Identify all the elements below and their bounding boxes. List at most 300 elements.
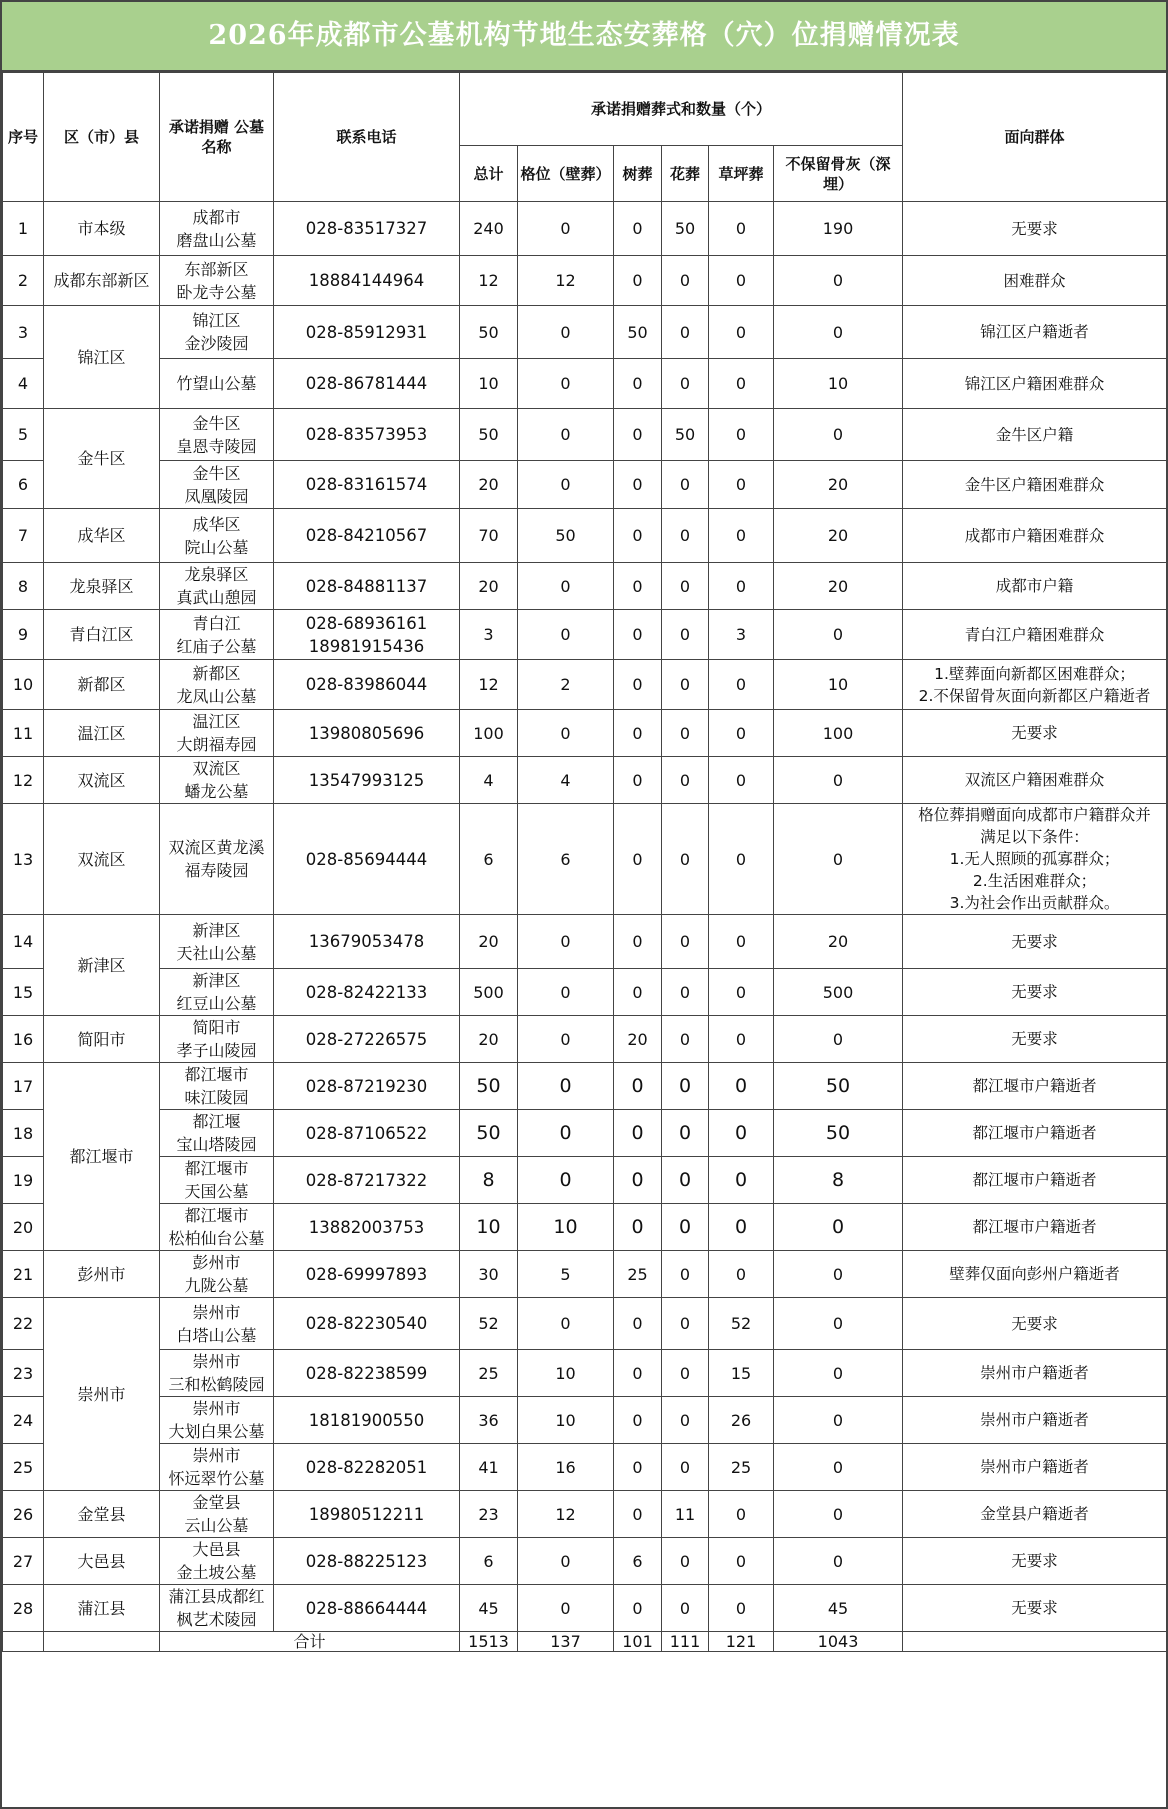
target-group-line: 金牛区户籍 [995,425,1074,444]
table-row [3,1538,1167,1585]
row-index: 16 [3,1016,44,1063]
cemetery-name-line: 新都区 [192,663,241,683]
district-cell: 锦江区 [44,306,160,409]
table-row [3,409,1167,461]
cemetery-name-cell [160,915,274,969]
count-wall: 0 [518,1016,614,1063]
count-wall: 12 [518,1491,614,1538]
count-total: 6 [460,804,518,915]
cemetery-name-cell [160,1204,274,1251]
phone-cell [274,256,460,306]
header-wall: 格位（壁葬） [518,146,614,202]
count-no-ash: 0 [774,306,903,359]
district-cell: 温江区 [44,710,160,757]
phone-line: 13547993125 [308,770,425,790]
count-flower: 0 [662,660,709,710]
target-group-line: 壁葬仅面向彭州户籍逝者 [949,1265,1120,1283]
cemetery-name-line: 云山公墓 [184,1516,249,1535]
count-tree: 0 [614,563,662,610]
count-flower: 0 [662,1016,709,1063]
table-row [3,202,1167,256]
target-group-line: 锦江区户籍逝者 [980,323,1089,341]
phone-line: 18980512211 [308,1504,425,1524]
table-row [3,1110,1167,1157]
count-wall: 10 [518,1204,614,1251]
count-lawn: 0 [709,509,774,563]
target-group-line: 无要求 [1011,1030,1058,1048]
count-flower: 0 [662,1063,709,1110]
count-lawn: 0 [709,563,774,610]
target-group-cell [903,1397,1167,1444]
phone-line: 028-83573953 [305,425,428,444]
count-total: 3 [460,610,518,660]
count-flower: 0 [662,1585,709,1632]
count-lawn: 0 [709,915,774,969]
target-group-line: 2.生活困难群众； [972,872,1097,890]
phone-line: 13882003753 [308,1217,425,1237]
table-row [3,610,1167,660]
count-no-ash: 10 [774,359,903,409]
target-group-cell [903,1110,1167,1157]
count-flower: 0 [662,1251,709,1298]
count-wall: 5 [518,1251,614,1298]
count-flower: 50 [662,409,709,461]
count-flower: 0 [662,306,709,359]
phone-cell [274,804,460,915]
row-index: 2 [3,256,44,306]
target-group-cell [903,1444,1167,1491]
target-group-line: 金牛区户籍困难群众 [964,475,1105,494]
count-total: 50 [460,1063,518,1110]
cemetery-name-cell [160,509,274,563]
cemetery-name-line: 三和松鹤陵园 [168,1375,265,1394]
target-group-cell [903,1298,1167,1350]
count-flower: 0 [662,1157,709,1204]
count-total: 8 [460,1157,518,1204]
totals-index [3,1632,44,1652]
table-row [3,509,1167,563]
phone-cell [274,306,460,359]
count-wall: 0 [518,563,614,610]
target-group-line: 青白江户籍困难群众 [964,625,1105,644]
target-group-cell [903,1491,1167,1538]
cemetery-name-line: 竹望山公墓 [176,374,257,393]
header-burial-group: 承诺捐赠葬式和数量（个） [460,73,903,146]
phone-cell [274,1491,460,1538]
row-index: 14 [3,915,44,969]
count-total: 12 [460,660,518,710]
phone-line: 028-84881137 [305,576,428,596]
count-tree: 0 [614,710,662,757]
count-no-ash: 0 [774,1538,903,1585]
cemetery-name-line: 孝子山陵园 [176,1041,257,1060]
count-lawn: 0 [709,359,774,409]
count-lawn: 0 [709,804,774,915]
phone-cell [274,610,460,660]
target-group-line: 无要求 [1011,1552,1058,1570]
phone-cell [274,1538,460,1585]
cemetery-name-line: 金堂县 [192,1493,241,1512]
target-group-cell [903,1063,1167,1110]
count-wall: 0 [518,710,614,757]
phone-line: 028-88225123 [305,1551,428,1571]
count-no-ash: 0 [774,1491,903,1538]
cemetery-name-line: 都江堰市 [184,1159,249,1178]
count-lawn: 0 [709,1585,774,1632]
cemetery-name-line: 松柏仙台公墓 [168,1229,265,1248]
target-group-cell [903,610,1167,660]
count-tree: 0 [614,202,662,256]
cemetery-name-line: 天国公墓 [184,1182,249,1201]
count-tree: 0 [614,1585,662,1632]
district-cell: 蒲江县 [44,1585,160,1632]
header-index: 序号 [3,73,44,202]
cemetery-name-line: 福寿陵园 [184,861,249,880]
target-group-line: 成都市户籍困难群众 [964,526,1105,545]
phone-cell [274,1063,460,1110]
count-tree: 50 [614,306,662,359]
count-tree: 0 [614,509,662,563]
cemetery-name-line: 蟠龙公墓 [184,782,249,801]
district-cell: 成华区 [44,509,160,563]
phone-cell [274,509,460,563]
row-index: 10 [3,660,44,710]
cemetery-name-line: 怀远翠竹公墓 [168,1469,265,1488]
phone-line: 028-84210567 [305,526,428,545]
count-flower: 0 [662,1397,709,1444]
cemetery-name-line: 卧龙寺公墓 [176,282,257,302]
table-row [3,1251,1167,1298]
count-flower: 0 [662,969,709,1016]
count-wall: 16 [518,1444,614,1491]
phone-cell [274,1157,460,1204]
header-no-ash: 不保留骨灰（深埋） [774,146,903,202]
phone-line: 028-27226575 [305,1029,428,1049]
target-group-line: 无要求 [1011,1599,1058,1617]
district-cell: 龙泉驿区 [44,563,160,610]
target-group-line: 满足以下条件： [980,828,1089,846]
target-group-cell [903,1251,1167,1298]
target-group-cell [903,1538,1167,1585]
table-row [3,969,1167,1016]
count-lawn: 0 [709,202,774,256]
count-flower: 0 [662,1350,709,1397]
count-lawn: 15 [709,1350,774,1397]
count-no-ash: 0 [774,1016,903,1063]
cemetery-name-line: 金土坡公墓 [176,1563,257,1582]
count-total: 45 [460,1585,518,1632]
target-group-line: 1.壁葬面向新都区困难群众； [934,664,1135,683]
phone-cell [274,1585,460,1632]
totals-row [3,1632,1167,1652]
count-total: 12 [460,256,518,306]
cemetery-name-line: 九陇公墓 [184,1276,249,1295]
cemetery-name-line: 红庙子公墓 [176,636,257,656]
count-total: 10 [460,1204,518,1251]
phone-cell [274,1204,460,1251]
cemetery-name-cell [160,1157,274,1204]
count-lawn: 0 [709,1016,774,1063]
count-no-ash: 0 [774,1397,903,1444]
phone-line: 028-83986044 [305,675,428,694]
table-row [3,1157,1167,1204]
row-index: 4 [3,359,44,409]
count-wall: 0 [518,306,614,359]
row-index: 8 [3,563,44,610]
table-row [3,359,1167,409]
count-total: 30 [460,1251,518,1298]
count-wall: 0 [518,202,614,256]
count-tree: 0 [614,1157,662,1204]
row-index: 28 [3,1585,44,1632]
target-group-cell [903,1016,1167,1063]
cemetery-name-line: 凤凰陵园 [184,486,249,506]
count-total: 50 [460,409,518,461]
table-row [3,256,1167,306]
row-index: 6 [3,461,44,509]
header-cemetery: 承诺捐赠 公墓名称 [160,73,274,202]
count-wall: 0 [518,409,614,461]
count-no-ash: 50 [774,1063,903,1110]
phone-cell [274,915,460,969]
row-index: 9 [3,610,44,660]
phone-line: 028-69997893 [305,1264,428,1284]
cemetery-name-cell [160,1016,274,1063]
target-group-line: 无要求 [1011,1314,1058,1333]
count-flower: 0 [662,1298,709,1350]
phone-line: 18181900550 [308,1410,425,1430]
count-tree: 0 [614,915,662,969]
count-total: 20 [460,563,518,610]
target-group-cell [903,804,1167,915]
target-group-line: 崇州市户籍逝者 [980,1411,1089,1429]
totals-total: 1513 [460,1632,518,1652]
target-group-cell [903,757,1167,804]
count-no-ash: 0 [774,1298,903,1350]
count-no-ash: 20 [774,563,903,610]
cemetery-name-cell [160,306,274,359]
count-no-ash: 45 [774,1585,903,1632]
totals-district [44,1632,160,1652]
phone-cell [274,1350,460,1397]
row-index: 11 [3,710,44,757]
phone-line: 028-85912931 [305,322,428,342]
header-district: 区（市）县 [44,73,160,202]
row-index: 1 [3,202,44,256]
target-group-line: 都江堰市户籍逝者 [972,1171,1097,1189]
count-total: 100 [460,710,518,757]
cemetery-name-line: 龙泉驿区 [184,565,249,584]
phone-line: 028-82282051 [305,1457,428,1477]
cemetery-name-cell [160,1538,274,1585]
cemetery-name-line: 成华区 [192,514,241,534]
district-cell: 金堂县 [44,1491,160,1538]
count-wall: 0 [518,1585,614,1632]
target-group-line: 双流区户籍困难群众 [964,771,1105,789]
phone-line: 028-83517327 [305,219,428,238]
table-row [3,461,1167,509]
target-group-line: 格位葬捐赠面向成都市户籍群众并 [918,806,1151,824]
district-cell: 彭州市 [44,1251,160,1298]
cemetery-name-line: 东部新区 [184,259,249,279]
count-lawn: 0 [709,461,774,509]
count-flower: 11 [662,1491,709,1538]
cemetery-name-cell [160,563,274,610]
phone-cell [274,1298,460,1350]
cemetery-name-cell [160,1063,274,1110]
count-flower: 0 [662,1110,709,1157]
cemetery-name-line: 蒲江县成都红 [168,1587,265,1606]
count-total: 10 [460,359,518,409]
totals-tree: 101 [614,1632,662,1652]
cemetery-name-line: 龙凤山公墓 [176,686,257,706]
cemetery-name-cell [160,804,274,915]
count-tree: 0 [614,610,662,660]
cemetery-name-cell [160,1585,274,1632]
count-lawn: 25 [709,1444,774,1491]
table-row [3,1585,1167,1632]
cemetery-name-line: 金牛区 [192,463,241,483]
count-wall: 0 [518,1110,614,1157]
row-index: 15 [3,969,44,1016]
table-row [3,306,1167,359]
count-lawn: 0 [709,969,774,1016]
count-tree: 0 [614,461,662,509]
target-group-cell [903,461,1167,509]
cemetery-name-line: 味江陵园 [184,1088,249,1107]
count-total: 240 [460,202,518,256]
count-total: 23 [460,1491,518,1538]
count-tree: 0 [614,1491,662,1538]
count-lawn: 0 [709,1538,774,1585]
district-cell: 市本级 [44,202,160,256]
phone-cell [274,969,460,1016]
row-index: 18 [3,1110,44,1157]
count-tree: 0 [614,969,662,1016]
count-tree: 0 [614,359,662,409]
count-flower: 0 [662,610,709,660]
cemetery-name-cell [160,409,274,461]
count-lawn: 0 [709,710,774,757]
cemetery-name-line: 成都市 [192,207,241,227]
cemetery-name-line: 双流区 [192,759,241,778]
phone-line: 13980805696 [308,723,425,743]
phone-cell [274,1444,460,1491]
cemetery-name-line: 都江堰市 [184,1206,249,1225]
target-group-cell [903,1350,1167,1397]
cemetery-name-line: 皇恩寺陵园 [176,436,257,456]
district-cell: 都江堰市 [44,1063,160,1251]
count-lawn: 26 [709,1397,774,1444]
count-total: 20 [460,461,518,509]
district-cell: 大邑县 [44,1538,160,1585]
target-group-line: 锦江区户籍困难群众 [964,374,1105,393]
count-wall: 50 [518,509,614,563]
count-lawn: 0 [709,1251,774,1298]
phone-cell [274,409,460,461]
count-no-ash: 20 [774,461,903,509]
cemetery-name-cell [160,1251,274,1298]
cemetery-name-line: 彭州市 [192,1253,241,1272]
count-no-ash: 100 [774,710,903,757]
count-tree: 0 [614,409,662,461]
phone-line: 028-82422133 [305,982,428,1002]
header-flower: 花葬 [662,146,709,202]
count-lawn: 3 [709,610,774,660]
phone-cell [274,563,460,610]
target-group-line: 1.无人照顾的孤寡群众； [949,850,1120,868]
row-index: 25 [3,1444,44,1491]
table-row [3,1204,1167,1251]
count-no-ash: 0 [774,757,903,804]
cemetery-name-line: 青白江 [192,613,241,633]
target-group-line: 崇州市户籍逝者 [980,1364,1089,1382]
cemetery-name-line: 院山公墓 [184,537,249,557]
phone-line: 028-87217322 [305,1170,428,1190]
row-index: 13 [3,804,44,915]
target-group-cell [903,202,1167,256]
count-tree: 25 [614,1251,662,1298]
count-total: 41 [460,1444,518,1491]
count-no-ash: 10 [774,660,903,710]
count-total: 70 [460,509,518,563]
cemetery-name-line: 双流区黄龙溪 [168,838,265,857]
cemetery-name-line: 新津区 [192,920,241,940]
cemetery-name-line: 宝山塔陵园 [176,1135,257,1154]
cemetery-name-line: 真武山憩园 [176,588,257,607]
count-lawn: 0 [709,1110,774,1157]
count-wall: 4 [518,757,614,804]
count-wall: 0 [518,915,614,969]
count-total: 20 [460,1016,518,1063]
count-total: 52 [460,1298,518,1350]
district-cell: 金牛区 [44,409,160,509]
phone-cell [274,359,460,409]
phone-line: 18884144964 [308,271,425,290]
count-tree: 0 [614,1298,662,1350]
table-row [3,1016,1167,1063]
count-tree: 0 [614,1397,662,1444]
count-flower: 0 [662,1444,709,1491]
district-cell: 崇州市 [44,1298,160,1491]
count-lawn: 0 [709,256,774,306]
district-cell: 双流区 [44,757,160,804]
count-total: 20 [460,915,518,969]
phone-line: 028-86781444 [305,374,428,393]
row-index: 23 [3,1350,44,1397]
phone-line: 028-88664444 [305,1598,428,1618]
row-index: 5 [3,409,44,461]
count-flower: 0 [662,461,709,509]
target-group-cell [903,509,1167,563]
cemetery-name-cell [160,1491,274,1538]
target-group-cell [903,409,1167,461]
count-no-ash: 0 [774,1444,903,1491]
district-cell: 新都区 [44,660,160,710]
cemetery-name-cell [160,710,274,757]
header-lawn: 草坪葬 [709,146,774,202]
target-group-line: 2.不保留骨灰面向新都区户籍逝者 [918,686,1151,705]
phone-line: 18981915436 [308,636,425,656]
count-no-ash: 0 [774,610,903,660]
cemetery-name-line: 崇州市 [192,1399,241,1418]
count-tree: 0 [614,804,662,915]
totals-flower: 111 [662,1632,709,1652]
count-total: 36 [460,1397,518,1444]
phone-cell [274,1397,460,1444]
cemetery-name-line: 金牛区 [192,413,241,433]
district-cell: 简阳市 [44,1016,160,1063]
